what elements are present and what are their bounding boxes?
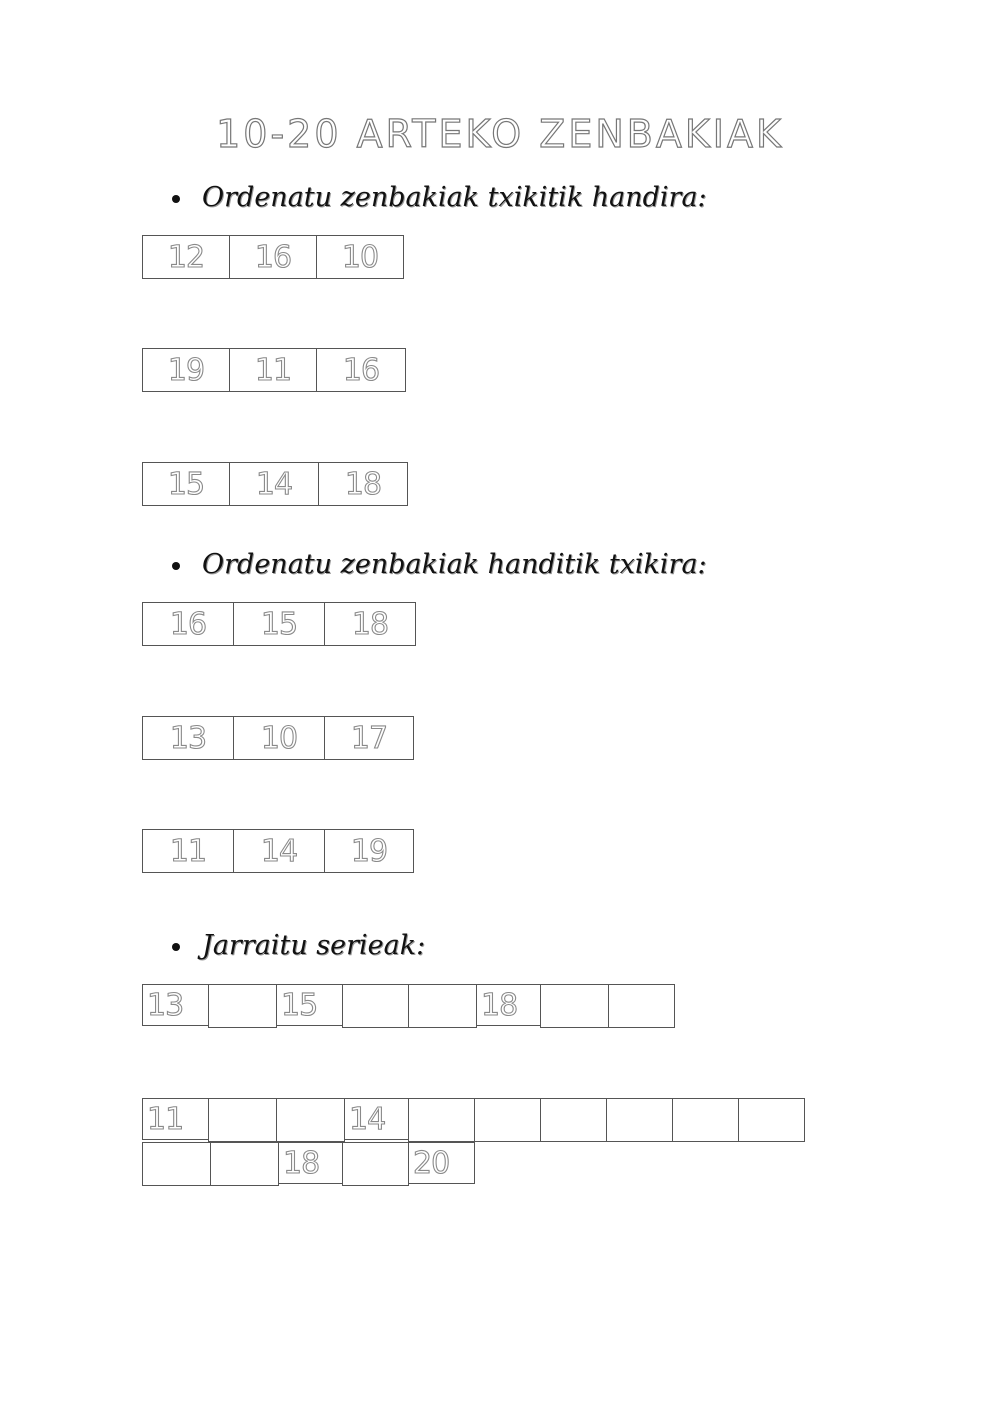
ascending-row-2 xyxy=(143,349,406,392)
series-cell: 11 xyxy=(142,1098,209,1140)
series-2-row-2 xyxy=(143,1143,475,1186)
number-cell: 14 xyxy=(233,829,325,873)
series-1 xyxy=(143,985,675,1028)
instruction-series xyxy=(172,930,425,961)
series-cell[interactable] xyxy=(408,1098,475,1142)
series-cell: 15 xyxy=(276,984,343,1026)
bullet-icon xyxy=(172,943,180,951)
series-2-row-1 xyxy=(143,1099,805,1142)
number-cell: 15 xyxy=(233,602,325,646)
bullet-icon xyxy=(172,195,180,203)
number-cell: 13 xyxy=(142,716,234,760)
instruction-ascending xyxy=(172,182,707,213)
series-cell[interactable] xyxy=(738,1098,805,1142)
bullet-icon xyxy=(172,562,180,570)
series-cell[interactable] xyxy=(408,984,477,1028)
series-cell[interactable] xyxy=(342,984,409,1028)
series-cell[interactable] xyxy=(606,1098,673,1142)
number-cell: 18 xyxy=(318,462,408,506)
instruction-descending xyxy=(172,549,707,580)
number-cell: 16 xyxy=(229,235,317,279)
series-cell: 20 xyxy=(408,1142,475,1184)
number-cell: 19 xyxy=(324,829,414,873)
ascending-row-1 xyxy=(143,236,404,279)
series-cell[interactable] xyxy=(208,1098,277,1142)
series-cell[interactable] xyxy=(142,1142,211,1186)
number-cell: 14 xyxy=(229,462,319,506)
instruction-series-text: Jarraitu serieak: xyxy=(202,930,426,961)
number-cell: 10 xyxy=(233,716,325,760)
series-cell: 14 xyxy=(344,1098,409,1140)
number-cell: 16 xyxy=(316,348,406,392)
number-cell: 16 xyxy=(142,602,234,646)
descending-row-1 xyxy=(143,603,416,646)
number-cell: 11 xyxy=(142,829,234,873)
number-cell: 10 xyxy=(316,235,404,279)
number-cell: 12 xyxy=(142,235,230,279)
series-cell[interactable] xyxy=(276,1098,345,1142)
series-cell: 13 xyxy=(142,984,209,1026)
series-cell[interactable] xyxy=(540,1098,607,1142)
number-cell: 17 xyxy=(324,716,414,760)
instruction-descending-text: Ordenatu zenbakiak handitik txikira: xyxy=(202,549,707,580)
number-cell: 15 xyxy=(142,462,230,506)
series-cell[interactable] xyxy=(208,984,277,1028)
number-cell: 11 xyxy=(229,348,317,392)
number-cell: 19 xyxy=(142,348,230,392)
series-cell: 18 xyxy=(476,984,541,1026)
series-cell[interactable] xyxy=(608,984,675,1028)
series-cell[interactable] xyxy=(342,1142,409,1186)
page-title: 10-20 ARTEKO ZENBAKIAK xyxy=(216,112,784,156)
descending-row-3 xyxy=(143,830,414,873)
descending-row-2 xyxy=(143,717,414,760)
number-cell: 18 xyxy=(324,602,416,646)
ascending-row-3 xyxy=(143,463,408,506)
instruction-ascending-text: Ordenatu zenbakiak txikitik handira: xyxy=(202,182,707,213)
series-cell: 18 xyxy=(278,1142,343,1184)
series-cell[interactable] xyxy=(474,1098,541,1142)
series-cell[interactable] xyxy=(540,984,609,1028)
series-cell[interactable] xyxy=(210,1142,279,1186)
series-cell[interactable] xyxy=(672,1098,739,1142)
